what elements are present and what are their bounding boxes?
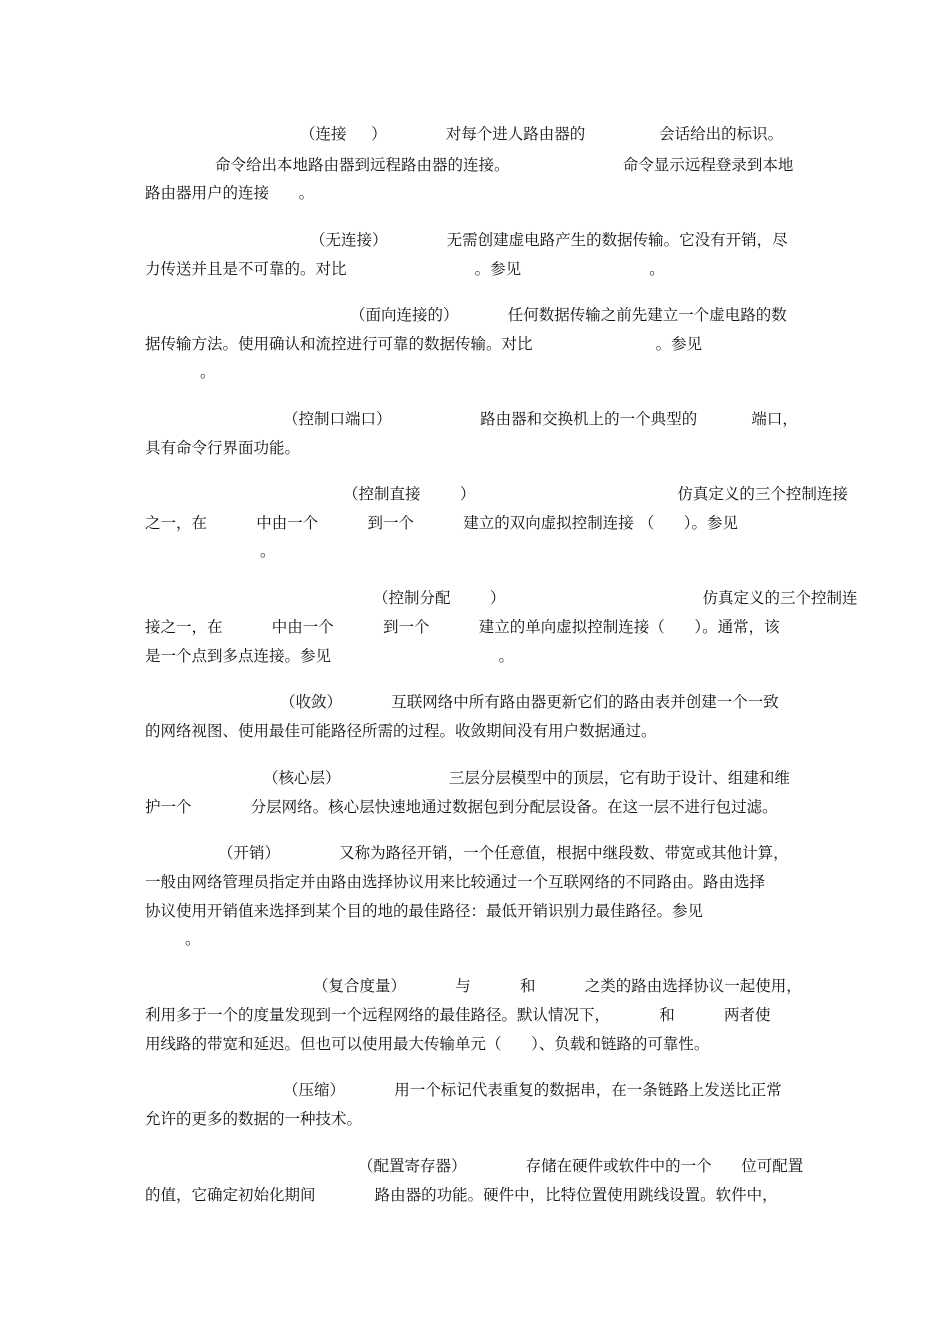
entry-line: 用线路的带宽和延迟。但也可以使用最大传输单元（ ）、负载和链路的可靠性。 — [145, 1035, 710, 1053]
entry-line: 接之一，在 中由一个 到一个 建立的单向虚拟控制连接（ ）。通常，该 — [145, 618, 780, 636]
entry-line: （配置寄存器） 存储在硬件或软件中的一个 位可配置 — [358, 1157, 804, 1175]
entry-line: 力传送并且是不可靠的。对比 。参见 。 — [145, 260, 665, 278]
entry-line: （控制口端口） 路由器和交换机上的一个典型的 端口， — [283, 410, 798, 428]
entry-line: 。 — [200, 363, 216, 381]
entry-line: 。 — [260, 542, 276, 560]
entry-line: （核心层） 三层分层模型中的顶层，它有助于设计、组建和维 — [263, 769, 790, 787]
entry-line: （收敛） 互联网络中所有路由器更新它们的路由表并创建一个一致 — [280, 693, 779, 711]
entry-line: （控制直接 ） 仿真定义的三个控制连接 — [343, 485, 848, 503]
entry-line: 协议使用开销值来选择到某个目的地的最佳路径：最低开销识别力最佳路径。参见 — [145, 902, 704, 920]
entry-line: 据传输方法。使用确认和流控进行可靠的数据传输。对比 。参见 — [145, 335, 703, 353]
entry-line: （复合度量） 与 和 之类的路由选择协议一起使用， — [313, 977, 802, 995]
entry-line: 一般由网络管理员指定并由路由选择协议用来比较通过一个互联网络的不同路由。路由选择 — [145, 873, 766, 891]
entry-line: 的值，它确定初始化期间 路由器的功能。硬件中，比特位置使用跳线设置。软件中， — [145, 1186, 778, 1204]
entry-line: （压缩） 用一个标记代表重复的数据串，在一条链路上发送比正常 — [283, 1081, 782, 1099]
entry-line: 。 — [185, 930, 201, 948]
entry-line: 路由器用户的连接 。 — [145, 184, 315, 202]
entry-line: 利用多于一个的度量发现到一个远程网络的最佳路径。默认情况下， 和 两者使 — [145, 1006, 771, 1024]
entry-line: 命令给出本地路由器到远程路由器的连接。 命令显示远程登录到本地 — [215, 156, 794, 174]
entry-line: （连接 ） 对每个进人路由器的 会话给出的标识。 — [300, 125, 784, 143]
entry-line: 具有命令行界面功能。 — [145, 439, 301, 457]
entry-line: （控制分配 ） 仿真定义的三个控制连 — [373, 589, 858, 607]
entry-line: 允许的更多的数据的一种技术。 — [145, 1110, 363, 1128]
entry-line: （面向连接的） 任何数据传输之前先建立一个虚电路的数 — [350, 306, 787, 324]
entry-line: 之一，在 中由一个 到一个 建立的双向虚拟控制连接 （ ）。参见 — [145, 514, 739, 532]
entry-line: （开销） 又称为路径开销，一个任意值，根据中继段数、带宽或其他计算， — [218, 844, 789, 862]
entry-line: 护一个 分层网络。核心层快速地通过数据包到分配层设备。在这一层不进行包过滤。 — [145, 798, 778, 816]
entry-line: 是一个点到多点连接。参见 。 — [145, 647, 515, 665]
entry-line: 的网络视图、使用最佳可能路径所需的过程。收敛期间没有用户数据通过。 — [145, 722, 657, 740]
entry-line: （无连接） 无需创建虚电路产生的数据传输。它没有开销，尽 — [310, 231, 788, 249]
